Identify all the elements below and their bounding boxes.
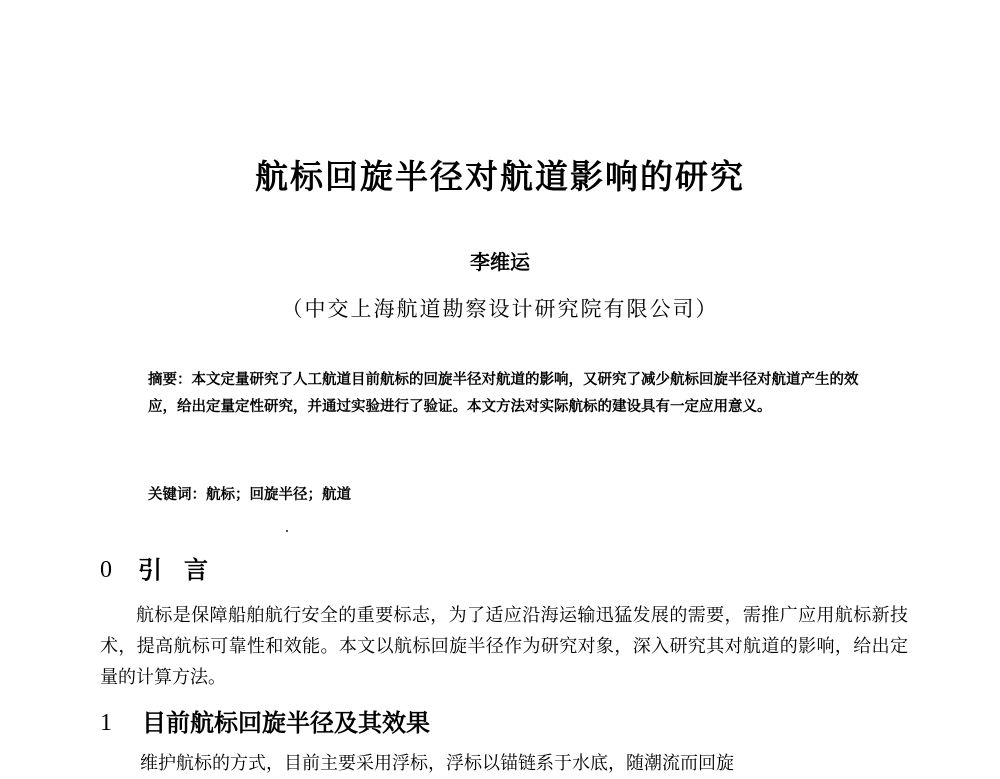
section-1-title: 目前航标回旋半径及其效果 <box>142 709 430 737</box>
paper-title: 航标回旋半径对航道影响的研究 <box>255 157 745 196</box>
section-0-body <box>100 600 908 693</box>
abstract-label: 摘要： <box>148 371 192 388</box>
section-0-paragraph: 航标是保障船舶航行安全的重要标志，为了适应沿海运输迅猛发展的需要，需推广应用航标新技术，提高航标可靠性和效能。本文以航标回旋半径作为研究对象，深入研究其对航道的影响，给出定量的计算方法。 <box>100 605 908 688</box>
keywords-text: 航标；回旋半径；航道 <box>206 486 351 503</box>
section-0-title: 引言 <box>138 556 230 584</box>
section-0-number: 0 <box>100 557 112 583</box>
stray-dot <box>286 530 288 532</box>
author-affiliation: （中交上海航道勘察设计研究院有限公司） <box>281 297 719 321</box>
keywords-label: 关键词： <box>148 486 206 503</box>
section-1-paragraph-cut: 维护航标的方式，目前主要采用浮标，浮标以锚链系于水底，随潮流而回旋 <box>140 753 734 774</box>
author-name: 李维运 <box>470 250 530 274</box>
abstract <box>148 366 868 420</box>
section-1-number: 1 <box>100 710 112 736</box>
abstract-text: 本文定量研究了人工航道目前航标的回旋半径对航道的影响，又研究了减少航标回旋半径对航道产生的效应，给出定量定性研究，并通过实验进行了验证。本文方法对实际航标的建设具有一定应用意义。 <box>148 371 859 415</box>
keywords <box>148 482 868 508</box>
